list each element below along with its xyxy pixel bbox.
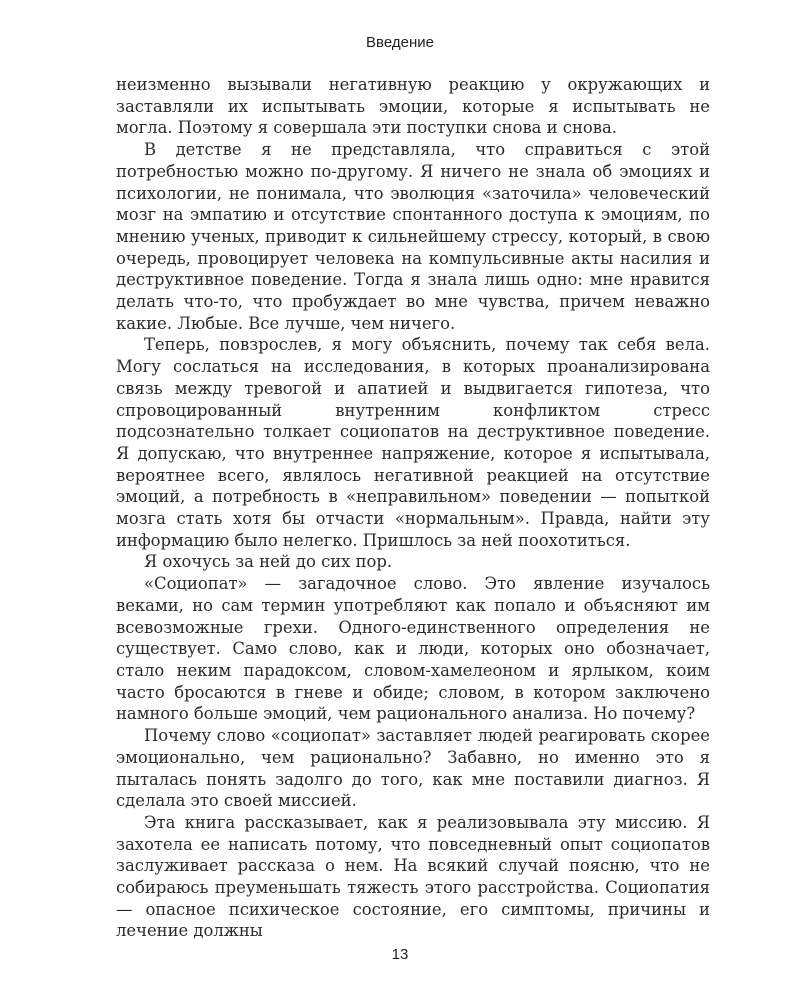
paragraph-7: Эта книга рассказывает, как я реализовывала эту миссию. Я захотела ее написать потому, что повседневный опыт социопатов заслуживает рассказа о нем. На всякий случай поясню, что не собираюсь преуменьшать тяжесть этого расстройства. Социопатия — опасное психическое состояние, его симптомы, причины и лечение должны	[116, 812, 710, 941]
paragraph-1: неизменно вызывали негативную реакцию у окружающих и заставляли их испытывать эмоции, которые я испытывать не могла. Поэтому я совершала эти поступки снова и снова.	[116, 75, 710, 138]
paragraph-2: В детстве я не представляла, что справиться с этой потребностью можно по-другому. Я ничего не знала об эмоциях и психологии, не понимала, что эволюция «заточила» человеческий мозг на эмпатию и отсутствие спонтанного доступа к эмоциям, по мнению ученых, приводит к сильнейшему стрессу, который, в свою очередь, провоцирует человека на компульсивные акты насилия и деструктивное поведение. Тогда я знала лишь одно: мне нравится делать что-то, что пробуждает во мне чувства, причем неважно какие. Любые. Все лучше, чем ничего.	[116, 140, 710, 333]
paragraph-3: Теперь, повзрослев, я могу объяснить, почему так себя вела. Могу сослаться на исследования, в которых проанализирована связь между тревогой и апатией и выдвигается гипотеза, что спровоцированный внутренним конфликтом стресс подсознательно толкает социопатов на деструктивное поведение. Я допускаю, что внутреннее напряжение, которое я испытывала, вероятнее всего, являлось негативной реакцией на отсутствие эмоций, а потребность в «неправильном» поведении — попыткой мозга стать хотя бы отчасти «нормальным». Правда, найти эту информацию было нелегко. Пришлось за ней поохотиться.	[116, 335, 710, 550]
page-number: 13	[391, 946, 409, 963]
body-text	[116, 74, 710, 942]
paragraph-6: Почему слово «социопат» заставляет людей реагировать скорее эмоционально, чем рационально? Забавно, но именно это я пыталась понять задолго до того, как мне поставили диагноз. Я сделала это своей миссией.	[116, 726, 710, 811]
paragraph-4: Я охочусь за ней до сих пор.	[144, 552, 393, 572]
running-header-title: Введение	[366, 34, 434, 51]
paragraph-5: «Социопат» — загадочное слово. Это явление изучалось веками, но сам термин употребляют как попало и объясняют им всевозможные грехи. Одного-единственного определения не существует. Само слово, как и люди, которых оно обозначает, стало неким парадоксом, словом-хамелеоном и ярлыком, коим часто бросаются в гневе и обиде; словом, в котором заключено намного больше эмоций, чем рационального анализа. Но почему?	[116, 574, 710, 724]
